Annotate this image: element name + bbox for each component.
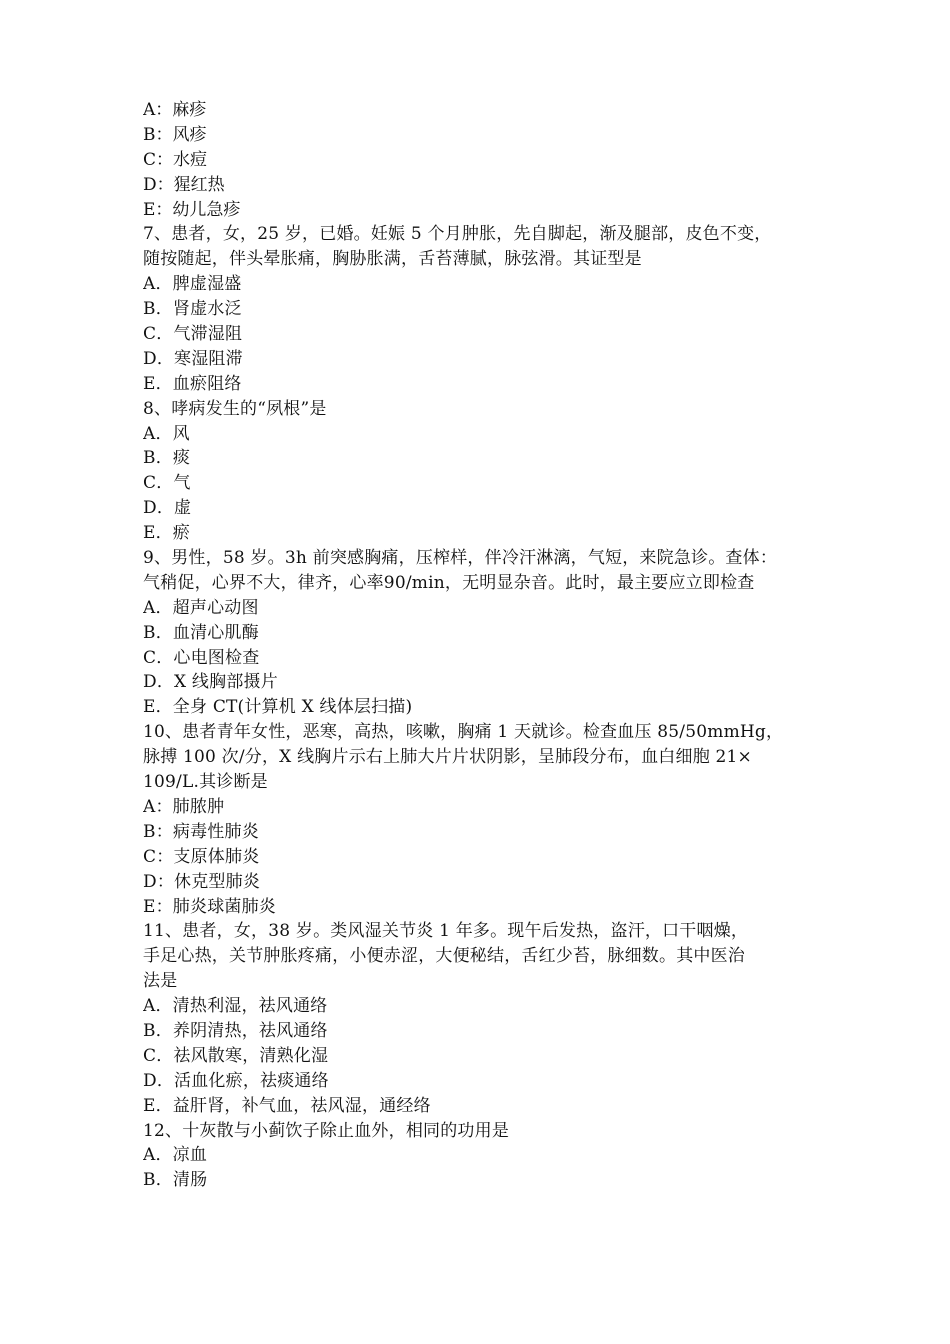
option-a: A．风 (143, 423, 190, 444)
option-e: E．益肝肾，补气血，祛风湿，通经络 (143, 1095, 431, 1116)
option-c: C．祛风散寒，清熟化湿 (143, 1045, 329, 1066)
question-stem: 12、十灰散与小蓟饮子除止血外，相同的功用是 (143, 1120, 510, 1141)
option-e: E．瘀 (143, 523, 191, 544)
question-stem: 9、男性，58 岁。3h 前突感胸痛，压榨样，伴冷汗淋漓，气短，来院急诊。查体： (143, 548, 778, 569)
option-c: C：支原体肺炎 (143, 846, 260, 867)
option-b: B：病毒性肺炎 (143, 821, 259, 842)
option-a: A．凉血 (143, 1145, 208, 1166)
option-b: B．养阴清热，祛风通络 (143, 1020, 328, 1041)
question-9 (143, 546, 823, 720)
option-b: B．血清心肌酶 (143, 622, 259, 643)
question-stem: 11、患者，女，38 岁。类风湿关节炎 1 年多。现午后发热，盗汗，口干咽燥， (143, 921, 749, 942)
question-7 (143, 222, 823, 396)
previous-question-options (143, 98, 823, 222)
option-a: A：肺脓肿 (143, 796, 225, 817)
option-d: D：休克型肺炎 (143, 871, 261, 892)
option-b: B．痰 (143, 448, 191, 469)
option-d: D．X 线胸部摄片 (143, 672, 278, 693)
option-b: B．肾虚水泛 (143, 299, 242, 320)
question-stem: 手足心热，关节肿胀疼痛，小便赤涩，大便秘结，舌红少苔，脉细数。其中医治 (143, 946, 745, 967)
option-a: A．脾虚湿盛 (143, 274, 242, 295)
question-11 (143, 919, 823, 1118)
question-stem: 8、哮病发生的“夙根”是 (143, 398, 327, 419)
question-12 (143, 1119, 823, 1194)
option-e: E：幼儿急疹 (143, 199, 241, 220)
question-stem: 10、患者青年女性，恶寒，高热，咳嗽，胸痛 1 天就诊。检查血压 85/50mmHg， (143, 722, 784, 743)
option-c: C：水痘 (143, 149, 208, 170)
option-a: A．超声心动图 (143, 597, 259, 618)
option-e: E：肺炎球菌肺炎 (143, 896, 277, 917)
option-a: A．清热利湿，祛风通络 (143, 996, 328, 1017)
option-d: D．活血化瘀，祛痰通络 (143, 1070, 329, 1091)
question-stem: 随按随起，伴头晕胀痛，胸胁胀满，舌苔薄腻，脉弦滑。其证型是 (143, 249, 642, 270)
option-c: C．心电图检查 (143, 647, 260, 668)
question-stem: 脉搏 100 次/分，X 线胸片示右上肺大片片状阴影，呈肺段分布，血白细胞 21× (143, 747, 752, 768)
option-e: E．血瘀阻络 (143, 373, 242, 394)
option-b: B．清肠 (143, 1170, 208, 1191)
question-10 (143, 720, 823, 919)
question-stem: 法是 (143, 971, 178, 992)
question-8 (143, 397, 823, 546)
option-c: C．气 (143, 473, 191, 494)
question-stem: 气稍促，心界不大，律齐，心率90/min，无明显杂音。此时，最主要应立即检查 (143, 572, 755, 593)
option-d: D．虚 (143, 498, 192, 519)
option-a: A：麻疹 (143, 100, 207, 120)
question-stem: 109/L.其诊断是 (143, 772, 268, 793)
document-body (143, 98, 823, 1193)
option-c: C．气滞湿阻 (143, 324, 243, 345)
option-d: D：猩红热 (143, 174, 225, 195)
question-stem: 7、患者，女，25 岁，已婚。妊娠 5 个月肿胀，先自脚起，渐及腿部，皮色不变， (143, 224, 772, 245)
option-d: D．寒湿阻滞 (143, 348, 243, 369)
option-b: B：风疹 (143, 124, 207, 145)
option-e: E．全身 CT(计算机 X 线体层扫描) (143, 697, 413, 718)
